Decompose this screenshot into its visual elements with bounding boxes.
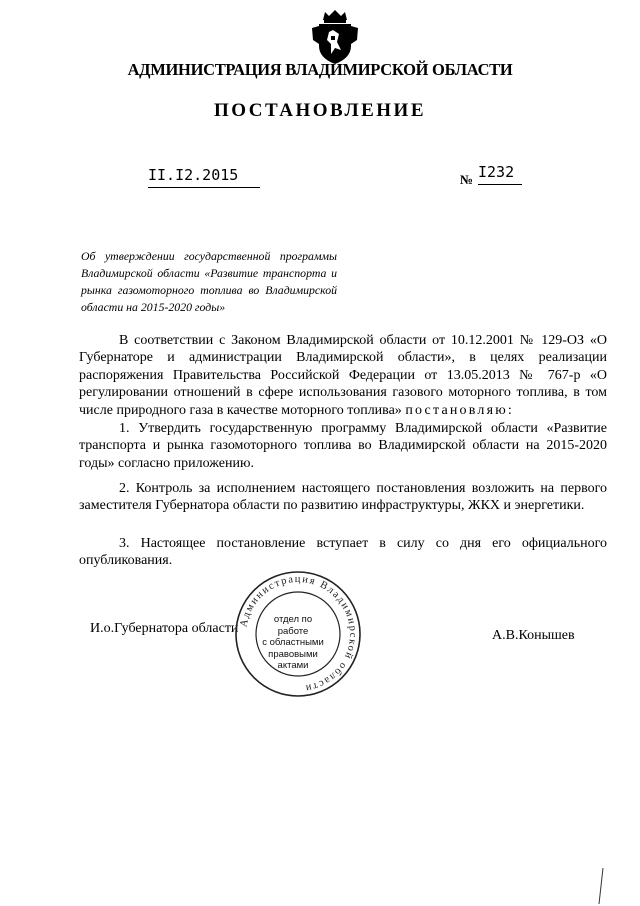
- stamp-ring-text: Администрация Владимирской области: [238, 573, 359, 694]
- stamp-inner-text: [259, 614, 327, 672]
- signatory-title: И.о.Губернатора области: [90, 621, 239, 636]
- stamp-line-4: актами: [277, 660, 309, 671]
- stamp-line-3: правовыми: [268, 648, 318, 660]
- preamble-text: В соответствии с Законом Владимирской области от 10.12.2001 № 129-ОЗ «О Губернаторе и администрации Владимирской области», в целях реализации распоряжения Правительства Российской Федерации от 13.05.2013 № 767-р «О регулировании отношений в сфере использования газового моторного топлива, в том числе природного газа в качестве моторного топлива»: [79, 333, 607, 418]
- clause-2: [79, 480, 607, 515]
- clause-2-text: 2. Контроль за исполнением настоящего постановления возложить на первого заместителя Губернатора области по развитию инфраструктуры, ЖКХ и энергетики.: [79, 481, 607, 514]
- number-label: №: [460, 172, 474, 187]
- clause-1: [79, 420, 607, 472]
- document-number: I232: [478, 163, 515, 181]
- stamp-line-1: отдел по работе: [273, 614, 313, 637]
- preamble-end: :: [507, 402, 512, 418]
- stamp-line-2: с областными: [262, 637, 324, 648]
- pen-mark: [596, 866, 606, 906]
- clause-1-text: 1. Утвердить государственную программу Владимирской области «Развитие транспорта и рынка газомоторного топлива во Владимирской области на 2015-2020 годы» согласно приложению.: [79, 421, 607, 471]
- organization-name: АДМИНИСТРАЦИЯ ВЛАДИМИРСКОЙ ОБЛАСТИ: [127, 60, 513, 79]
- clause-3-text: 3. Настоящее постановление вступает в силу со дня его официального опубликования.: [79, 536, 607, 569]
- date-underline: [148, 187, 260, 188]
- document-type-title: ПОСТАНОВЛЕНИЕ: [213, 100, 427, 121]
- resolve-keyword: постановляю: [405, 402, 508, 418]
- preamble-paragraph: [79, 332, 607, 419]
- coat-of-arms-icon: [309, 6, 361, 66]
- clause-3: [79, 535, 607, 570]
- signatory-name: А.В.Конышев: [492, 628, 575, 643]
- document-subject: Об утверждении государственной программы Владимирской области «Развитие транспорта и рынка газомоторного топлива во Владимирской области на 2015-2020 годы»: [81, 249, 337, 314]
- document-date: II.I2.2015: [148, 166, 239, 184]
- number-underline: [478, 184, 522, 185]
